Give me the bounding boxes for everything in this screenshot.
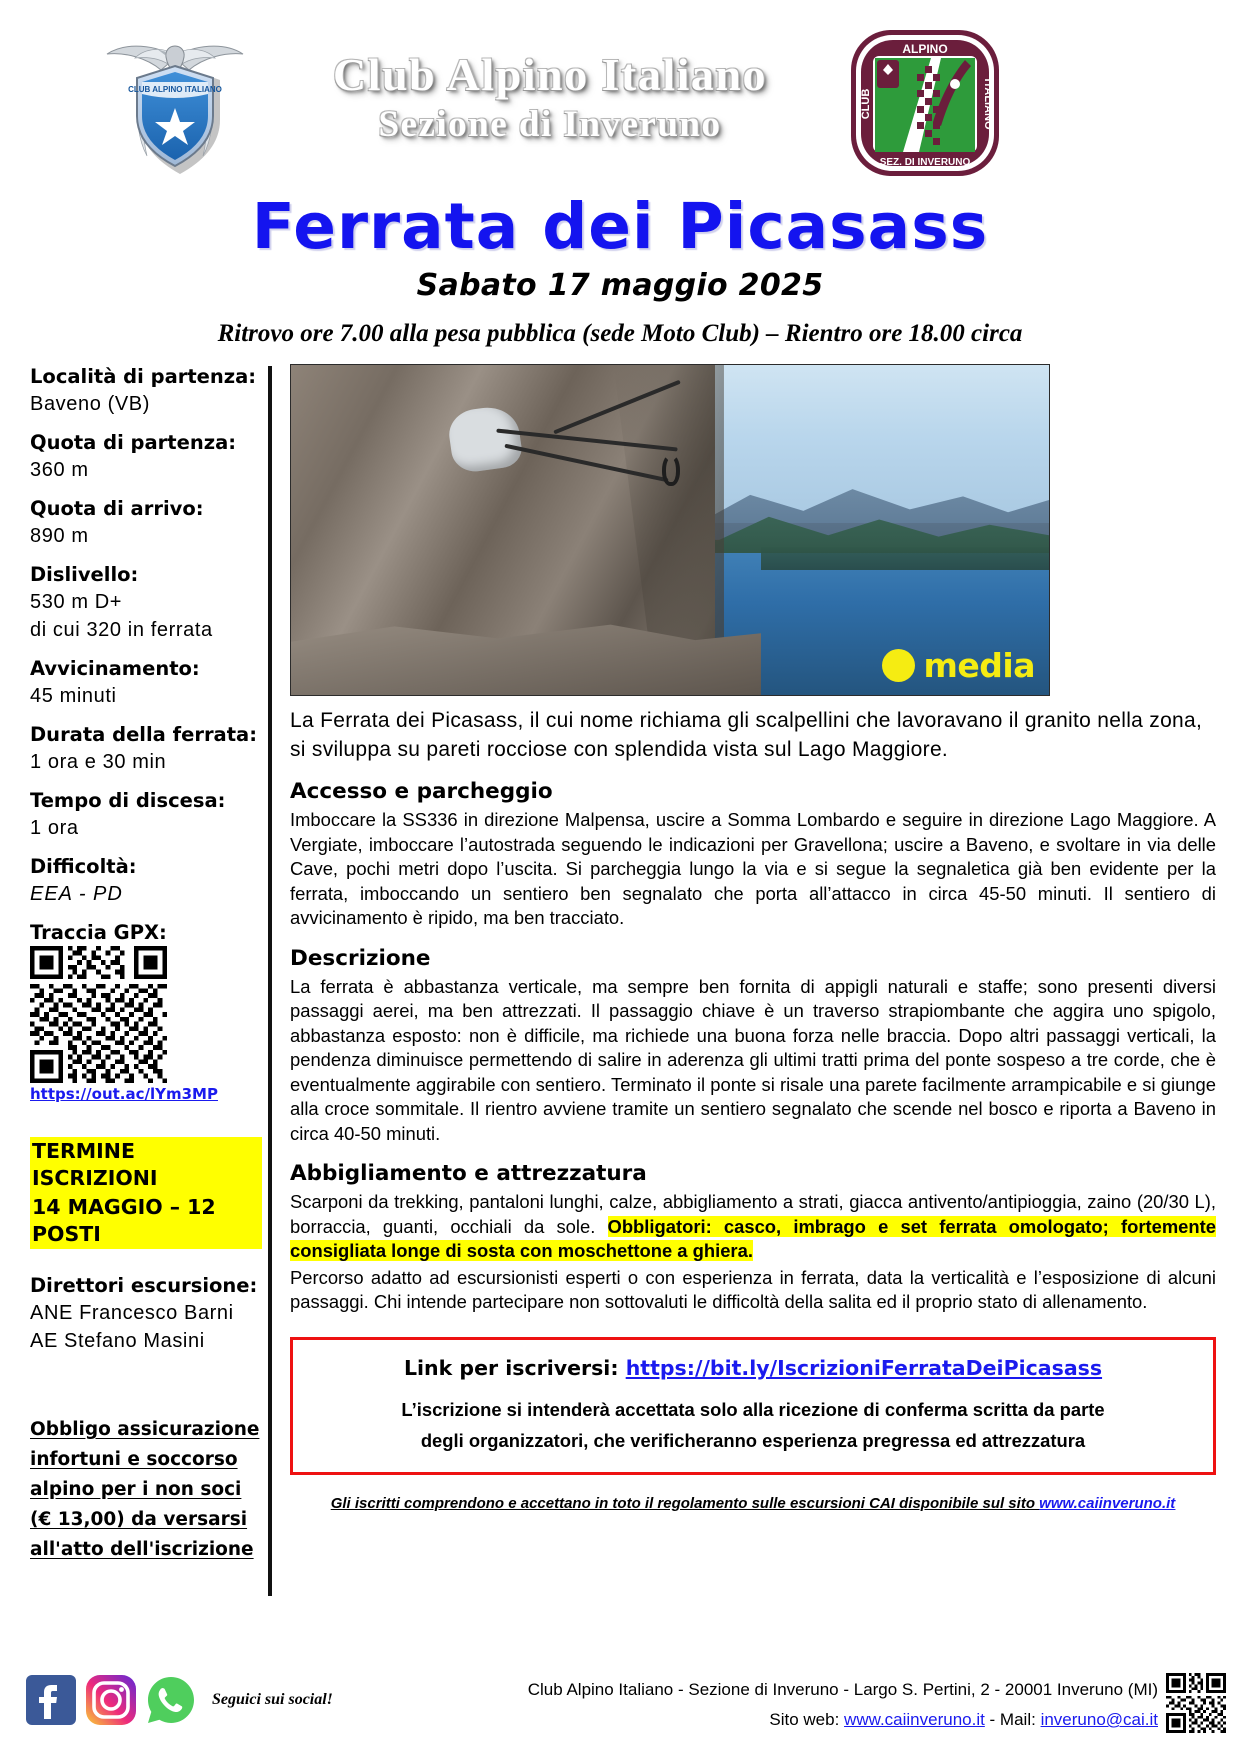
field-localita (30, 364, 262, 418)
insurance-line: Obbligo assicurazione (30, 1419, 260, 1440)
footer-qr-code[interactable] (1166, 1673, 1226, 1733)
field-value: 45 minuti (30, 685, 117, 707)
field-value: 360 m (30, 459, 89, 481)
field-gpx (30, 920, 262, 1103)
section-heading-abbigliamento: Abbigliamento e attrezzatura (290, 1161, 647, 1186)
header-title-block (260, 48, 840, 148)
signup-box (290, 1337, 1216, 1475)
section-text-equipment-after: Percorso adatto ad escursionisti esperti o con esperienza in ferrata, data la verticalità e l’esposizione di alcuni passaggi. Chi intende partecipare non sottovaluti le difficoltà della salita ed il proprio stato di allenamento. (290, 1266, 1216, 1312)
shield-label: CLUB ALPINO ITALIANO (128, 85, 222, 94)
excursion-directors (30, 1273, 262, 1355)
event-date: Sabato 17 maggio 2025 (416, 268, 824, 303)
cai-inveruno-section-logo (845, 26, 1005, 181)
signup-note-line1: L’iscrizione si intenderà accettata solo alla ricezione di conferma scritta da parte (401, 1398, 1105, 1420)
photo-shoreline (761, 547, 1049, 570)
whatsapp-icon[interactable] (144, 1673, 198, 1727)
intro-paragraph: La Ferrata dei Picasass, il cui nome richiama gli scalpellini che lavoravano il granito nella zona, si sviluppa su pareti rocciose con splendida vista sul Lago Maggiore. (290, 709, 1203, 761)
signup-link[interactable]: https://bit.ly/IscrizioniFerrataDeiPicasass (625, 1355, 1103, 1380)
photo-carabiner (662, 454, 680, 486)
watermark-text: media (923, 646, 1035, 685)
footer-web-mail-row (528, 1705, 1158, 1735)
gpx-qr-code[interactable] (30, 946, 167, 1083)
field-label: Durata della ferrata: (30, 723, 257, 746)
logo-label-sezione: SEZ. DI INVERUNO (879, 157, 971, 168)
insurance-line: infortuni e soccorso (30, 1449, 238, 1470)
ferrata-photo (290, 364, 1050, 696)
footer-address: Club Alpino Italiano - Sezione di Inveruno - Largo S. Pertini, 2 - 20001 Inveruno (MI) (527, 1680, 1158, 1699)
org-name-line2: Sezione di Inveruno (378, 104, 722, 145)
logo-label-italiano: ITALIANO (982, 78, 994, 130)
equipment-text-before: Scarponi da trekking, pantaloni lunghi, calze, abbigliamento a strati, giacca antivento/antipioggia, zaino (20/30 L), borraccia, guanti, occhiali da sole. (290, 1191, 1216, 1237)
signup-link-row (303, 1354, 1203, 1382)
director-name: AE Stefano Masini (30, 1330, 205, 1352)
social-links (24, 1673, 333, 1727)
footer-email-link[interactable]: inveruno@cai.it (1040, 1710, 1158, 1729)
equipment-mandatory-highlight: Obbligatori: casco, imbrago e set ferrata omologato; fortemente consigliata longe di sosta con moschettone a ghiera. (290, 1215, 1216, 1261)
regulation-link[interactable]: www.caiinveruno.it (1039, 1494, 1176, 1512)
content-columns (0, 364, 1240, 1596)
signup-note-line2: degli organizzatori, che verificheranno esperienza pregressa ed attrezzatura (420, 1429, 1086, 1451)
gpx-link[interactable]: https://out.ac/lYm3MP (30, 1085, 218, 1103)
field-label: Traccia GPX: (30, 921, 167, 944)
meeting-info: Ritrovo ore 7.00 alla pesa pubblica (sede Moto Club) – Rientro ore 18.00 circa (217, 320, 1023, 347)
field-label: Dislivello: (30, 563, 139, 586)
field-label: Località di partenza: (30, 365, 257, 388)
insurance-line: alpino per i non soci (30, 1479, 242, 1500)
field-label: Tempo di discesa: (30, 789, 226, 812)
section-text-descrizione: La ferrata è abbastanza verticale, ma sempre ben fornita di appigli naturali e staffe; sono presenti diversi passaggi aerei, ma ben attrezzati. Il passaggio chiave è un traverso strapiombante che aggira uno spigolo, abbastanza esposto: non è difficile, ma richiede una buona forza nelle braccia. Dopo altri passaggi verticali, la pendenza diminuisce permettendo di salire in aderenza gli ultimi tratti prima del ponte sospeso a tre corde, che è eventualmente aggirabile con sentiero. Terminato il ponte si risale una parete facilmente arrampicabile e si giunge alla croce sommitale. Il rientro avviene tramite un sentiero segnalato che scende nel bosco e riporta a Baveno in circa 40-50 minuti. (290, 975, 1216, 1144)
photo-watermark (882, 646, 1035, 685)
deadline-line1: TERMINE ISCRIZIONI (30, 1137, 262, 1193)
poster-footer (0, 1655, 1240, 1755)
section-text-equipment (290, 1190, 1216, 1264)
field-value: 890 m (30, 525, 89, 547)
field-dislivello (30, 562, 262, 644)
watermark-dot-icon (882, 649, 915, 682)
facebook-icon[interactable] (24, 1673, 78, 1727)
directors-label: Direttori escursione: (30, 1274, 258, 1297)
field-quota-arrivo (30, 496, 262, 550)
field-discesa (30, 788, 262, 842)
footer-mail-separator: - Mail: (984, 1710, 1041, 1729)
deadline-line2: 14 MAGGIO – 12 POSTI (30, 1193, 262, 1249)
logo-label-club: CLUB (860, 88, 872, 120)
field-avvicinamento (30, 656, 262, 710)
org-name-line1: Club Alpino Italiano (333, 49, 767, 100)
poster-header (0, 0, 1240, 190)
field-value: 1 ora (30, 817, 79, 839)
field-label: Quota di arrivo: (30, 497, 204, 520)
field-difficolta (30, 854, 262, 908)
field-value: EEA - PD (30, 883, 123, 905)
field-value-line2: di cui 320 in ferrata (30, 619, 213, 641)
footer-website-link[interactable]: www.caiinveruno.it (844, 1710, 985, 1729)
field-quota-partenza (30, 430, 262, 484)
insurance-line: (€ 13,00) da versarsi (30, 1509, 248, 1530)
instagram-icon[interactable] (84, 1673, 138, 1727)
insurance-line: all'atto dell'iscrizione (30, 1539, 254, 1560)
insurance-notice (30, 1415, 262, 1565)
regulation-notice (290, 1495, 1216, 1512)
signup-link-label: Link per iscriversi: (403, 1355, 626, 1380)
details-sidebar (0, 364, 268, 1596)
field-value: 1 ora e 30 min (30, 751, 167, 773)
footer-contact (528, 1675, 1158, 1735)
page-title: Ferrata dei Picasass (251, 190, 989, 263)
field-durata (30, 722, 262, 776)
social-caption: Seguici sui social! (212, 1691, 333, 1708)
section-heading-descrizione: Descrizione (290, 945, 431, 971)
cai-national-eagle-shield-logo (95, 28, 255, 178)
field-value: Baveno (VB) (30, 393, 150, 415)
registration-deadline (30, 1115, 262, 1249)
main-content (272, 364, 1240, 1596)
field-label: Quota di partenza: (30, 431, 237, 454)
field-value-line1: 530 m D+ (30, 591, 123, 613)
logo-label-alpino: ALPINO (902, 42, 948, 56)
section-heading-accesso: Accesso e parcheggio (290, 779, 553, 804)
field-label: Difficoltà: (30, 855, 137, 878)
director-name: ANE Francesco Barni (30, 1302, 234, 1324)
regulation-text: Gli iscritti comprendono e accettano in toto il regolamento sulle escursioni CAI disponibile sul sito (330, 1494, 1040, 1512)
footer-web-label: Sito web: (769, 1710, 845, 1729)
section-text-accesso: Imboccare la SS336 in direzione Malpensa, uscire a Somma Lombardo e seguire in direzione Lago Maggiore. A Vergiate, imboccare l’autostrada seguendo le indicazioni per Gravellona; uscire a Baveno, e svoltare in via delle Cave, pochi metri dopo l’uscita. Si parcheggia lungo la via e si segue la segnaletica già ben evidente per la ferrata, imboccando un sentiero ben segnalato che porta all’attacco in circa 45-50 minuti. Il sentiero di avvicinamento è ripido, ma ben tracciato. (290, 809, 1216, 928)
field-label: Avvicinamento: (30, 657, 200, 680)
